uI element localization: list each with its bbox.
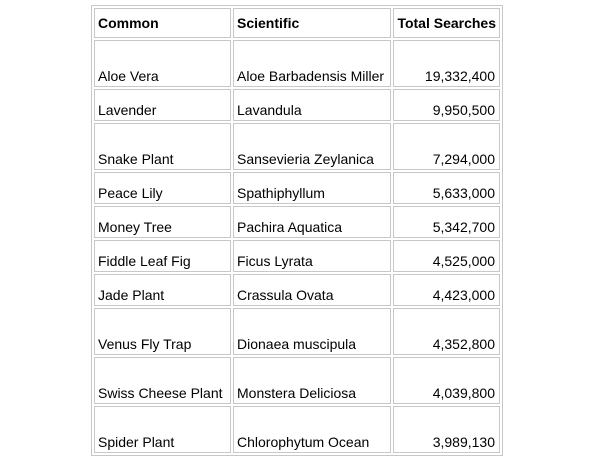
header-common: Common	[94, 8, 231, 38]
cell-common: Lavender	[94, 89, 231, 121]
table-row	[94, 357, 500, 404]
cell-scientific: Spathiphyllum	[233, 172, 391, 204]
cell-common: Peace Lily	[94, 172, 231, 204]
cell-searches: 3,989,130	[393, 406, 500, 453]
cell-common: Money Tree	[94, 206, 231, 238]
cell-searches: 19,332,400	[393, 40, 500, 87]
table-row	[94, 308, 500, 355]
cell-searches: 4,423,000	[393, 274, 500, 306]
cell-scientific: Pachira Aquatica	[233, 206, 391, 238]
header-total-searches: Total Searches	[393, 8, 500, 38]
table-row	[94, 406, 500, 453]
header-row	[94, 8, 500, 38]
table-row	[94, 274, 500, 306]
table-row	[94, 172, 500, 204]
cell-common: Venus Fly Trap	[94, 308, 231, 355]
plant-searches-table	[91, 5, 503, 456]
cell-scientific: Monstera Deliciosa	[233, 357, 391, 404]
cell-searches: 7,294,000	[393, 123, 500, 170]
cell-scientific: Aloe Barbadensis Miller	[233, 40, 391, 87]
cell-common: Jade Plant	[94, 274, 231, 306]
cell-common: Spider Plant	[94, 406, 231, 453]
cell-searches: 5,633,000	[393, 172, 500, 204]
table-row	[94, 89, 500, 121]
cell-scientific: Lavandula	[233, 89, 391, 121]
cell-scientific: Chlorophytum Ocean	[233, 406, 391, 453]
cell-common: Snake Plant	[94, 123, 231, 170]
cell-common: Fiddle Leaf Fig	[94, 240, 231, 272]
cell-searches: 4,039,800	[393, 357, 500, 404]
table-row	[94, 123, 500, 170]
cell-searches: 4,525,000	[393, 240, 500, 272]
table-row	[94, 206, 500, 238]
table-container	[91, 5, 503, 456]
cell-scientific: Crassula Ovata	[233, 274, 391, 306]
cell-scientific: Sansevieria Zeylanica	[233, 123, 391, 170]
cell-searches: 9,950,500	[393, 89, 500, 121]
cell-searches: 5,342,700	[393, 206, 500, 238]
cell-scientific: Ficus Lyrata	[233, 240, 391, 272]
table-row	[94, 240, 500, 272]
header-scientific: Scientific	[233, 8, 391, 38]
cell-searches: 4,352,800	[393, 308, 500, 355]
cell-common: Swiss Cheese Plant	[94, 357, 231, 404]
cell-scientific: Dionaea muscipula	[233, 308, 391, 355]
table-row	[94, 40, 500, 87]
cell-common: Aloe Vera	[94, 40, 231, 87]
